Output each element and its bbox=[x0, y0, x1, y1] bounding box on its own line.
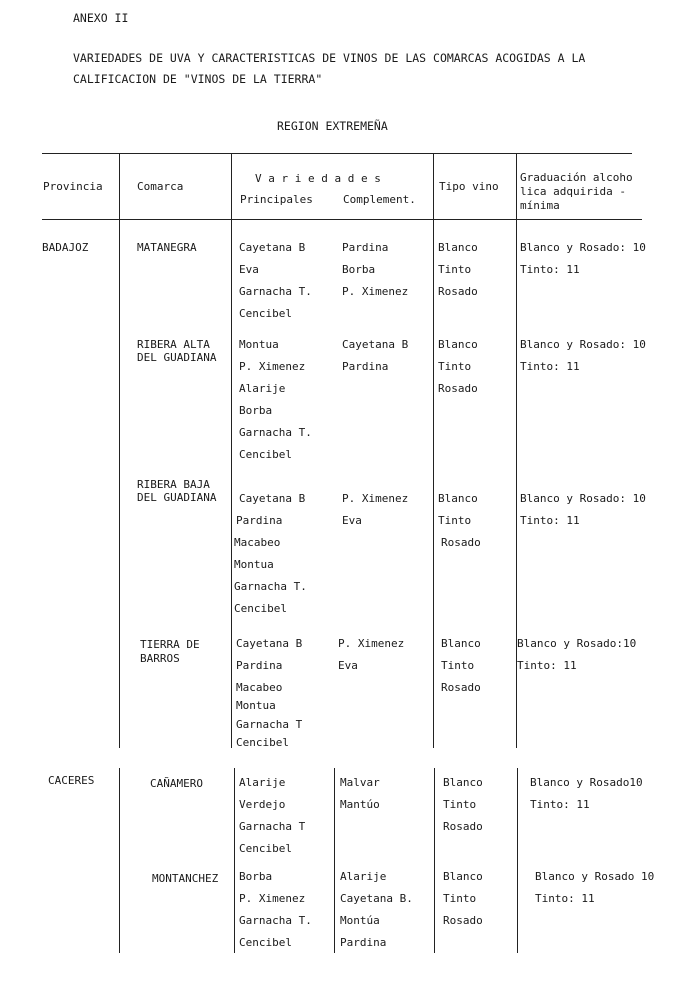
principal-variety: Cayetana B bbox=[239, 492, 306, 505]
header-comarca: Comarca bbox=[137, 180, 184, 193]
header-variedades: V a r i e d a d e s bbox=[255, 172, 381, 185]
comarca-line: BARROS bbox=[140, 652, 180, 665]
principal-variety: Cayetana B bbox=[239, 241, 306, 254]
graduation: Tinto: 11 bbox=[517, 659, 577, 672]
comarca-line: MONTANCHEZ bbox=[152, 872, 219, 885]
principal-variety: Garnacha T. bbox=[239, 914, 312, 927]
principal-variety: P. Ximenez bbox=[239, 360, 306, 373]
wine-type: Blanco bbox=[438, 241, 478, 254]
wine-type: Tinto bbox=[443, 798, 477, 811]
header-provincia: Provincia bbox=[43, 180, 103, 193]
wine-type: Tinto bbox=[441, 659, 475, 672]
principal-variety: Montua bbox=[236, 699, 276, 712]
complement-variety: P. Ximenez bbox=[342, 492, 409, 505]
header-graduacion-2: lica adquirida - bbox=[520, 185, 626, 198]
principal-variety: Cencibel bbox=[239, 842, 292, 855]
comarca-line: DEL GUADIANA bbox=[137, 351, 217, 364]
principal-variety: Verdejo bbox=[239, 798, 286, 811]
graduation: Blanco y Rosado: 10 bbox=[520, 492, 646, 505]
title-line-1: VARIEDADES DE UVA Y CARACTERISTICAS DE VINOS DE LAS COMARCAS ACOGIDAS A LA bbox=[73, 51, 586, 65]
province-caceres: CACERES bbox=[48, 774, 95, 787]
wine-type: Tinto bbox=[438, 360, 472, 373]
complement-variety: Cayetana B. bbox=[340, 892, 413, 905]
graduation: Blanco y Rosado10 bbox=[530, 776, 643, 789]
column-divider-1 bbox=[119, 153, 120, 748]
annex-label: ANEXO II bbox=[73, 11, 129, 25]
principal-variety: Cencibel bbox=[236, 736, 289, 749]
wine-type: Tinto bbox=[438, 263, 472, 276]
column-divider-1b bbox=[119, 768, 120, 953]
wine-type: Blanco bbox=[443, 776, 483, 789]
wine-type: Tinto bbox=[438, 514, 472, 527]
column-divider-4b bbox=[434, 768, 435, 953]
principal-variety: Garnacha T. bbox=[239, 285, 312, 298]
principal-variety: Cayetana B bbox=[236, 637, 303, 650]
graduation: Tinto: 11 bbox=[535, 892, 595, 905]
title-line-2: CALIFICACION DE "VINOS DE LA TIERRA" bbox=[73, 72, 323, 86]
column-divider-5b bbox=[517, 768, 518, 953]
column-divider-2b bbox=[234, 768, 235, 953]
principal-variety: Alarije bbox=[239, 776, 286, 789]
wine-type: Rosado bbox=[443, 820, 483, 833]
graduation: Blanco y Rosado: 10 bbox=[520, 338, 646, 351]
principal-variety: Garnacha T. bbox=[239, 426, 312, 439]
graduation: Tinto: 11 bbox=[530, 798, 590, 811]
principal-variety: Garnacha T bbox=[236, 718, 303, 731]
complement-variety: Eva bbox=[338, 659, 358, 672]
column-divider-3b bbox=[334, 768, 335, 953]
region-title: REGION EXTREMEÑA bbox=[277, 119, 388, 133]
principal-variety: Macabeo bbox=[236, 681, 283, 694]
graduation: Blanco y Rosado:10 bbox=[517, 637, 637, 650]
principal-variety: Borba bbox=[239, 404, 273, 417]
column-divider-3 bbox=[433, 153, 434, 748]
graduation: Tinto: 11 bbox=[520, 360, 580, 373]
wine-type: Tinto bbox=[443, 892, 477, 905]
header-principales: Principales bbox=[240, 193, 313, 206]
graduation: Tinto: 11 bbox=[520, 514, 580, 527]
principal-variety: Macabeo bbox=[234, 536, 281, 549]
wine-type: Rosado bbox=[438, 382, 478, 395]
comarca-line: DEL GUADIANA bbox=[137, 491, 217, 504]
comarca-line: CAÑAMERO bbox=[150, 777, 203, 790]
wine-type: Rosado bbox=[438, 285, 478, 298]
wine-type: Blanco bbox=[443, 870, 483, 883]
principal-variety: Cencibel bbox=[239, 307, 292, 320]
header-graduacion-3: mínima bbox=[520, 199, 560, 212]
principal-variety: Pardina bbox=[236, 659, 283, 672]
comarca-line: TIERRA DE bbox=[140, 638, 200, 651]
complement-variety: P. Ximenez bbox=[342, 285, 409, 298]
province-badajoz: BADAJOZ bbox=[42, 241, 89, 254]
wine-type: Blanco bbox=[438, 338, 478, 351]
header-complement: Complement. bbox=[343, 193, 416, 206]
principal-variety: Cencibel bbox=[239, 448, 292, 461]
principal-variety: Cencibel bbox=[239, 936, 292, 949]
table-header-rule bbox=[42, 219, 642, 220]
comarca-line: RIBERA ALTA bbox=[137, 338, 210, 351]
complement-variety: Borba bbox=[342, 263, 376, 276]
wine-type: Blanco bbox=[438, 492, 478, 505]
complement-variety: Eva bbox=[342, 514, 362, 527]
graduation: Blanco y Rosado: 10 bbox=[520, 241, 646, 254]
principal-variety: Alarije bbox=[239, 382, 286, 395]
complement-variety: Alarije bbox=[340, 870, 387, 883]
complement-variety: Pardina bbox=[340, 936, 387, 949]
principal-variety: Montua bbox=[234, 558, 274, 571]
graduation: Tinto: 11 bbox=[520, 263, 580, 276]
principal-variety: Garnacha T. bbox=[234, 580, 307, 593]
principal-variety: Pardina bbox=[236, 514, 283, 527]
principal-variety: Eva bbox=[239, 263, 259, 276]
principal-variety: Garnacha T bbox=[239, 820, 306, 833]
complement-variety: Mantúo bbox=[340, 798, 380, 811]
principal-variety: P. Ximenez bbox=[239, 892, 306, 905]
header-graduacion-1: Graduación alcoho bbox=[520, 171, 633, 184]
comarca-line: MATANEGRA bbox=[137, 241, 197, 254]
wine-type: Rosado bbox=[441, 536, 481, 549]
principal-variety: Montua bbox=[239, 338, 279, 351]
complement-variety: Montúa bbox=[340, 914, 380, 927]
wine-type: Blanco bbox=[441, 637, 481, 650]
principal-variety: Borba bbox=[239, 870, 273, 883]
complement-variety: Cayetana B bbox=[342, 338, 409, 351]
principal-variety: Cencibel bbox=[234, 602, 287, 615]
complement-variety: Malvar bbox=[340, 776, 380, 789]
wine-type: Rosado bbox=[441, 681, 481, 694]
graduation: Blanco y Rosado 10 bbox=[535, 870, 655, 883]
wine-type: Rosado bbox=[443, 914, 483, 927]
complement-variety: Pardina bbox=[342, 360, 389, 373]
table-top-rule bbox=[42, 153, 632, 154]
complement-variety: P. Ximenez bbox=[338, 637, 405, 650]
comarca-line: RIBERA BAJA bbox=[137, 478, 210, 491]
column-divider-2 bbox=[231, 153, 232, 748]
header-tipo-vino: Tipo vino bbox=[439, 180, 499, 193]
complement-variety: Pardina bbox=[342, 241, 389, 254]
